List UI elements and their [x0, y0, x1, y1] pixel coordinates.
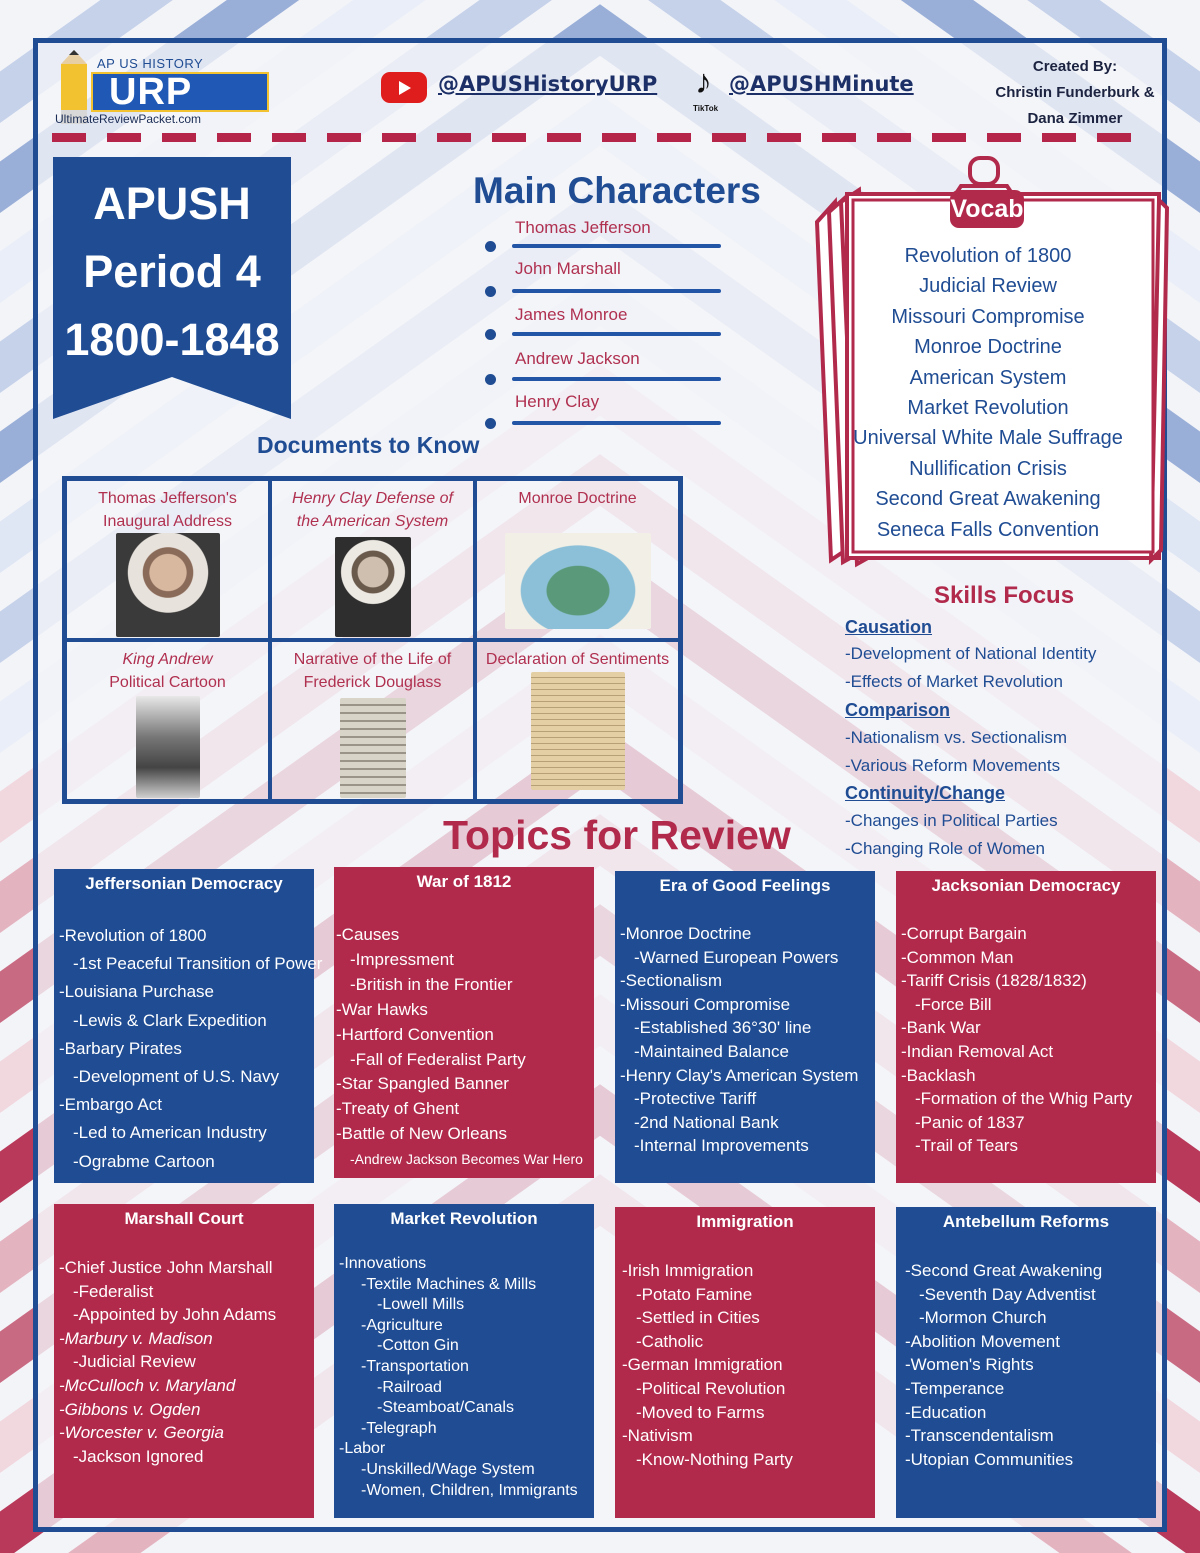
vocab-item: American System	[909, 366, 1067, 389]
topic-box-title: Antebellum Reforms	[942, 1212, 1110, 1231]
document-caption: Narrative of the Life of Frederick Douglass	[293, 651, 452, 691]
character-underline	[512, 421, 721, 425]
topic-box-antebellum-reforms	[896, 1207, 1156, 1518]
vocab-item: Revolution of 1800	[904, 245, 1072, 267]
topic-box-war-of-1812	[334, 867, 594, 1178]
title-line-1: APUSH	[93, 178, 251, 229]
main-characters-title: Main Characters	[473, 170, 761, 211]
character-item: John Marshall	[515, 259, 621, 278]
document-cell	[270, 479, 475, 640]
topic-box-title: Market Revolution	[390, 1209, 538, 1228]
character-item: Andrew Jackson	[515, 349, 640, 368]
topic-box-title: Jacksonian Democracy	[931, 876, 1121, 895]
skill-item: -Various Reform Movements	[845, 756, 1061, 775]
logo-wordmark: URP	[91, 72, 269, 112]
documents-title: Documents to Know	[257, 432, 480, 458]
vocab-title: Vocab	[950, 190, 1024, 228]
character-underline	[512, 289, 721, 293]
character-item: James Monroe	[515, 305, 628, 324]
document-cell	[65, 640, 270, 801]
topic-box-lines: -Revolution of 1800 -1st Peaceful Transition of Power -Louisiana Purchase -Lewis & Clark Expedition -Barbary Pirates -Development of U.S. Navy -Embargo Act -Led to American Industry -Ograbme Cartoon	[59, 926, 323, 1171]
skill-item: -Development of National Identity	[845, 644, 1097, 663]
henry-clay-portrait-image	[335, 537, 411, 637]
skill-item: -Changes in Political Parties	[845, 811, 1058, 830]
declaration-of-sentiments-image	[531, 672, 625, 790]
created-by-heading: Created By:	[1032, 58, 1118, 75]
documents-grid	[62, 476, 683, 804]
vocab-item: Missouri Compromise	[891, 305, 1085, 328]
vocab-item: Market Revolution	[907, 397, 1069, 420]
topic-box-lines: -Causes -Impressment -British in the Frontier -War Hawks -Hartford Convention -Fall of Federalist Party -Star Spangled Banner -Treaty of Ghent -Battle of New Orleans -Andrew Jackson Becomes War Hero	[336, 925, 583, 1168]
king-andrew-cartoon-image	[136, 696, 200, 798]
topic-box-title: Marshall Court	[124, 1209, 244, 1228]
logo-url: UltimateReviewPacket.com	[55, 112, 202, 126]
topic-box-immigration	[615, 1207, 875, 1518]
bullet-dot	[485, 286, 496, 297]
tiktok-icon	[690, 62, 726, 114]
topic-box-lines: -Second Great Awakening -Seventh Day Adventist -Mormon Church -Abolition Movement -Women's Rights -Temperance -Education -Transcendentalism -Utopian Communities	[905, 1261, 1103, 1469]
tiktok-label: TikTok	[693, 104, 719, 113]
topic-box-marshall-court	[54, 1204, 314, 1518]
logo-tagline: AP US HISTORY	[97, 56, 204, 71]
created-by-author-1: Christin Funderburk &	[995, 84, 1155, 101]
topic-box-jacksonian-democracy	[896, 871, 1156, 1183]
vocab-item: Nullification Crisis	[909, 457, 1067, 480]
character-item: Thomas Jefferson	[515, 218, 651, 237]
title-line-2: Period 4	[83, 246, 261, 297]
skill-item: -Nationalism vs. Sectionalism	[845, 728, 1068, 747]
document-cell	[475, 479, 680, 640]
document-caption: Declaration of Sentiments	[485, 651, 670, 668]
character-underline	[512, 377, 721, 381]
vocab-item: Seneca Falls Convention	[876, 518, 1100, 541]
comparison-heading: Comparison	[845, 700, 951, 720]
bullet-dot	[485, 241, 496, 252]
document-cell	[270, 640, 475, 801]
topic-box-lines: -Innovations -Textile Machines & Mills -Lowell Mills -Agriculture -Cotton Gin -Transportation -Railroad -Steamboat/Canals -Telegraph -Labor -Unskilled/Wage System -Women, Children, Immigrants	[339, 1255, 578, 1499]
topic-box-title: Era of Good Feelings	[659, 876, 831, 895]
title-line-3: 1800-1848	[64, 314, 280, 365]
document-cell	[65, 479, 270, 640]
tiktok-handle-link[interactable]: @APUSHMinute	[729, 72, 914, 96]
topic-box-title: Jeffersonian Democracy	[85, 874, 283, 893]
topic-box-title: War of 1812	[416, 872, 512, 891]
vocab-item: Monroe Doctrine	[914, 336, 1062, 359]
vocab-item: Second Great Awakening	[875, 488, 1101, 511]
topic-box-lines: -Irish Immigration -Potato Famine -Settled in Cities -Catholic -German Immigration -Political Revolution -Moved to Farms -Nativism -Know-Nothing Party	[622, 1261, 793, 1469]
character-underline	[512, 244, 721, 248]
document-caption: Henry Clay Defense of the American System	[292, 490, 453, 530]
urp-logo	[55, 50, 275, 128]
topic-box-lines: -Corrupt Bargain -Common Man -Tariff Crisis (1828/1832) -Force Bill -Bank War -Indian Removal Act -Backlash -Formation of the Whig Party -Panic of 1837 -Trail of Tears	[901, 924, 1133, 1156]
bullet-dot	[485, 329, 496, 340]
skill-item: -Changing Role of Women	[845, 839, 1046, 858]
character-item: Henry Clay	[515, 392, 600, 411]
topic-box-lines: -Chief Justice John Marshall -Federalist -Appointed by John Adams -Marbury v. Madison -Judicial Review -McCulloch v. Maryland -Gibbons v. Ogden -Worcester v. Georgia -Jackson Ignored	[59, 1258, 277, 1466]
topic-box-jeffersonian-democracy	[54, 869, 323, 1183]
document-cell	[475, 640, 680, 801]
vocab-item: Universal White Male Suffrage	[853, 427, 1123, 450]
topic-box-market-revolution	[334, 1204, 594, 1518]
topics-for-review-title: Topics for Review	[443, 812, 791, 858]
music-note-icon: ♪	[695, 63, 712, 101]
created-by	[990, 54, 1160, 132]
document-caption: Thomas Jefferson's Inaugural Address	[98, 490, 237, 530]
document-caption: King Andrew Political Cartoon	[109, 651, 226, 691]
page-title	[53, 170, 291, 374]
created-by-author-2: Dana Zimmer	[1027, 110, 1123, 127]
vocab-list	[848, 241, 1128, 545]
dashed-divider	[52, 133, 1152, 142]
topic-box-era-of-good-feelings	[615, 871, 875, 1183]
character-underline	[512, 332, 721, 336]
binder-clip-icon	[957, 158, 1011, 192]
monroe-doctrine-cartoon-image	[505, 533, 651, 629]
document-caption: Monroe Doctrine	[518, 490, 637, 507]
skill-item: -Effects of Market Revolution	[845, 672, 1063, 691]
skills-focus-title: Skills Focus	[934, 582, 1075, 609]
topic-box-title: Immigration	[696, 1212, 794, 1231]
bullet-dot	[485, 374, 496, 385]
youtube-icon	[381, 72, 427, 103]
vocab-item: Judicial Review	[919, 275, 1057, 298]
topic-box-lines: -Monroe Doctrine -Warned European Powers -Sectionalism -Missouri Compromise -Established 36°30' line -Maintained Balance -Henry Clay's American System -Protective Tariff -2nd National Bank -Internal Improvements	[620, 924, 859, 1156]
bullet-dot	[485, 418, 496, 429]
douglass-narrative-cover-image	[340, 698, 406, 798]
continuity-change-heading: Continuity/Change	[845, 783, 1005, 803]
jefferson-portrait-image	[116, 533, 220, 637]
causation-heading: Causation	[845, 617, 933, 637]
youtube-handle-link[interactable]: @APUSHistoryURP	[438, 72, 658, 96]
